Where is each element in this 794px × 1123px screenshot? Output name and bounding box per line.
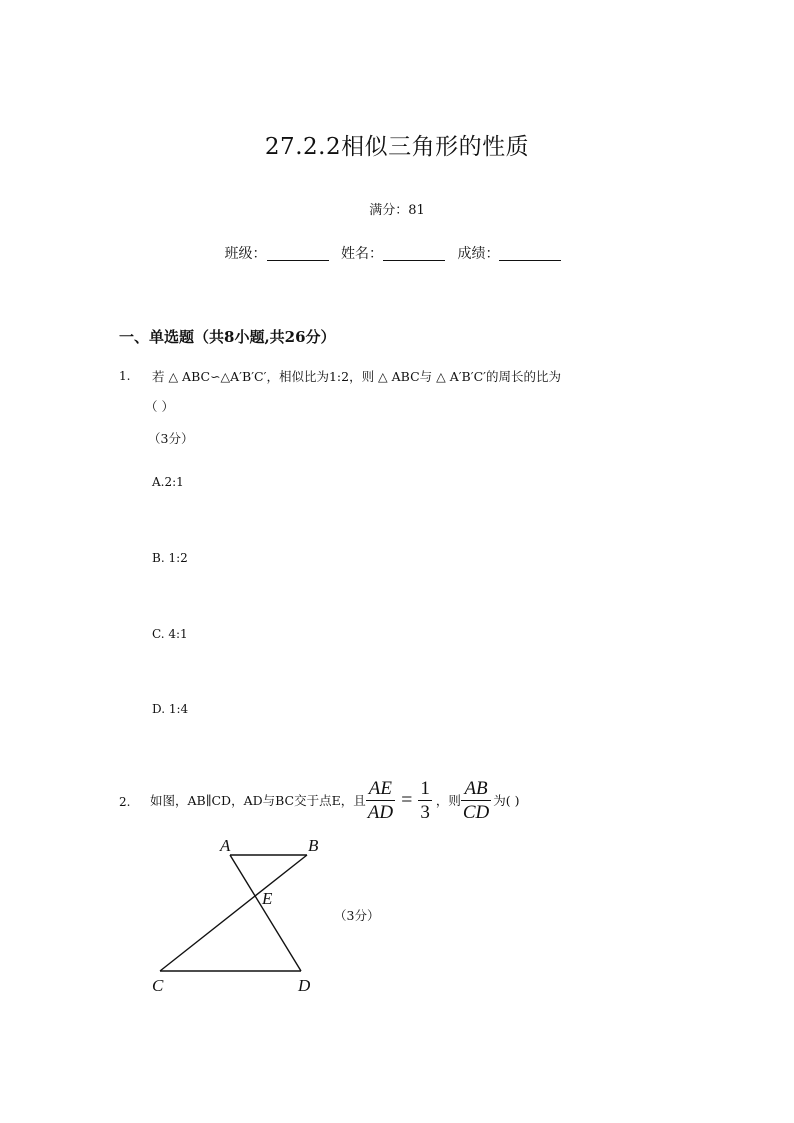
- fraction-one-third: $\frac{1}{3}$: [420, 777, 430, 823]
- question-2-number: 2.: [119, 795, 131, 809]
- fraction-ae-ad: $\frac{AE}{AD}$: [367, 777, 394, 823]
- option-d[interactable]: D. 1:4: [152, 702, 189, 716]
- label-e: E: [262, 889, 273, 908]
- name-label: 姓名：: [341, 246, 383, 262]
- label-b: B: [308, 836, 319, 855]
- option-c[interactable]: C. 4:1: [152, 627, 188, 641]
- question-2-text-before: 如图，AB∥CD，AD与BC交于点E，且: [150, 793, 366, 808]
- question-1-paren: （ ）: [145, 399, 174, 414]
- score-blank[interactable]: [499, 246, 561, 261]
- class-blank[interactable]: [267, 246, 329, 261]
- label-d: D: [298, 976, 311, 995]
- option-a[interactable]: A.2:1: [152, 475, 184, 489]
- page-title: 27.2.2相似三角形的性质: [264, 134, 530, 160]
- score-label: 成绩：: [457, 246, 500, 262]
- section-title: 一、单选题（共8小题,共26分）: [119, 328, 336, 346]
- question-1-points: （3分）: [148, 431, 194, 446]
- label-c: C: [152, 976, 164, 995]
- question-2-text-after: 为( ): [493, 793, 520, 808]
- geometry-figure: [140, 830, 340, 1000]
- label-a: A: [220, 836, 231, 855]
- name-blank[interactable]: [383, 246, 445, 261]
- question-2-text-middle: ，则: [435, 793, 461, 808]
- fraction-ab-cd: $\frac{AB}{CD}$: [462, 777, 490, 823]
- segment-ad: [230, 855, 301, 971]
- option-b[interactable]: B. 1:2: [152, 551, 188, 565]
- question-1-text: 若 △ ABC∽△A′B′C′，相似比为1:2，则 △ ABC与 △ A′B′C′的周长的比为: [152, 369, 561, 384]
- segment-bc: [160, 855, 307, 971]
- class-label: 班级：: [224, 246, 267, 262]
- question-1-number: 1.: [119, 369, 131, 383]
- student-info-row: [0, 243, 794, 263]
- full-score: 满分：81: [369, 203, 425, 218]
- question-2-points: （3分）: [334, 908, 380, 923]
- question-2-text: [150, 775, 520, 825]
- equals-sign: =: [401, 788, 413, 811]
